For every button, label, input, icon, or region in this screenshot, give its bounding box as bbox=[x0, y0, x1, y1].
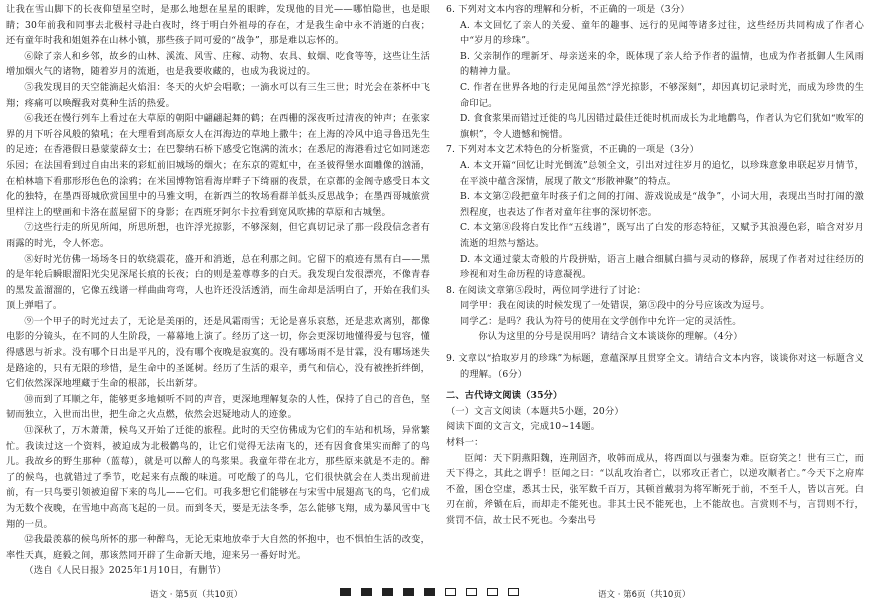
page-mark bbox=[340, 588, 351, 596]
right-paragraph: B. 本文第②段把童年时孩子们之间的打闹、游戏说成是“战争”，小词大用，表现出当时打闹的激烈程度，也表达了作者对童年往事的深切怀恋。 bbox=[460, 191, 864, 218]
page-mark bbox=[382, 588, 393, 596]
left-paragraph: ⑥我还在慢行列车上看过在大草原的朝阳中翩翩起舞的鹤；在西栅的深夜听过清夜的钟声；在张家界的月下听谷风般的猿吼；在大理看到高原女人在洱海边的草地上撒牛；在上海的冷风中追寻鲁迅先生的足迹；在香港假日悬蒙蒙薛女士；在巴黎纳石桥下感受它饱满的流水；在悉尼的海港看过它如同迷恋乐园；在法国看到过自由出来的彩虹前旧城场的烟火；在东京的霓虹中，在圣彼得堡水面雕像的汹涌，在柏林墙下看那形形色色的涂鸦；在米国博物馆看海岸畔子下绮丽的夜景，在京都的金阁寺感受日本文化的独特，在墨西哥城欣赏国里中的马雅文明，在新西兰的牧场看群羊低头反思战争；在墨西哥城旅赏里样注上的壁画和卡洛在蓝屋留下的身影；在西班牙阿尔卡拉看到宽风吹拂的草原和古城堡。 bbox=[6, 113, 430, 218]
right-paragraph: 二、古代诗文阅读（35分） bbox=[446, 390, 563, 402]
right-paragraph: A. 本文回忆了亲人的关爱、童年的趣事、远行的见闻等诸多过往，这些经历共同构成了作者心中“岁月的珍珠”。 bbox=[460, 19, 864, 47]
right-paragraph: 阅读下面的文言文，完成10~14题。 bbox=[446, 421, 601, 433]
left-paragraph: ⑨一个甲子的时光过去了，无论是美丽的，还是风霜雨雪；无论是喜乐哀愁，还是悲欢离别，都像电影的分镜头，在不同的人生阶段，一幕幕地上演了。经历了这一切，你会更深切地懂得爱与包容，懂得感恩与祈求。没有哪个日出是平凡的，没有哪个夜晚是寂寞的。没有哪场雨不是甘霖，没有哪场迷失是路途的，只有无限的珍惜，是生命中的圣诞树。经历了生活的艰辛，勇气和信心，没有被挫折绊倒，它们依然深深地埋藏于生命的根部，长出新芽。 bbox=[6, 315, 430, 390]
left-column bbox=[6, 2, 430, 579]
right-paragraph: D. 本文通过蒙太奇般的片段拼贴，语言上融合细腻白描与灵动的修辞，展现了作者对过往经历的珍视和对生命历程的诗意凝视。 bbox=[460, 253, 864, 281]
left-paragraph: ⑤我发现目的天空能滴起火焰泪：冬天的火炉会唱歌；一滴水可以有三生三世；时光会在茶杯中飞翔；疼痛可以唤醒我对莫种生活的热爱。 bbox=[6, 81, 430, 109]
left-paragraph: 让我在雪山脚下的长夜仰望星空时，是那么地想在星星的眼眸，发现他的目光——哪怕隐世，也是眼睛；30年前我和同事去北极村寻赴白夜时，终于明白外祖母的存在，才是我生命中永不消逝的白夜；还有童年时我和姐姐养在山林小镇，那些孩子同可爱的“战争”，那是难以忘怀的。 bbox=[6, 4, 430, 47]
page-mark bbox=[361, 588, 372, 596]
right-paragraph: C. 本文第⑧段将白发比作“五线谱”，既写出了白发的形态特征，又赋予其浪漫色彩，暗含对岁月流逝的坦然与豁达。 bbox=[460, 222, 864, 249]
left-paragraph: ⑪深秋了，万木萧萧，候鸟又开始了迁徙的旅程。此时的天空仿佛成为它们的车站和机场，异常繁忙。我读过这一个资料，被迫成为北极鹳鸟的，让它们觉得无法南飞的，还有因食食果实而醉了的鸟儿。我故乡的野生那种（蓝莓），就是可以醉人的鸟浆果。我童年带在北方，那些原来就是不走的。醉了的候鸟，也就错过了季节，吃起来有点酸的味道。可吃酸了的鸟儿，它们很快就会在人类出现前进前，有一只鸟要引领被迫留下来的鸟儿——它们。可我多想它们能够在与宋雪中展翅高飞的鸟，它们成为无数个夜晚，在雪地中高高飞起的一员。而到冬天，要是无法冬季，怎么能够飞翔，成为暴风雪中飞翔的一员。 bbox=[6, 425, 430, 530]
right-paragraph: 同学乙：是吗？我认为符号的使用在文学创作中允许一定的灵活性。 bbox=[460, 315, 742, 327]
right-column bbox=[446, 2, 864, 529]
right-paragraph: 你认为这里的分号是误用吗？请结合文本谈谈你的理解。（4分） bbox=[478, 331, 743, 343]
right-paragraph: 8. 在阅读文章第⑤段时，两位同学进行了讨论： bbox=[446, 284, 647, 296]
left-paragraph: ⑦这些行走的所见所闻，所思所想，也许浮光掠影，不够深刻，但它真切记录了那一段段信念者有雨露的时光，令人怀恋。 bbox=[6, 222, 430, 249]
page-mark bbox=[466, 588, 477, 596]
left-paragraph: ⑫我最羡慕的候鸟所怀的那一种醉鸟，无论无束地放牵于大自然的怀抱中，也不惧怕生活的改变，率性天真，庭毅之间，那该然同开辟了生命新天地，迎来另一番好时光。 bbox=[6, 534, 430, 561]
right-paragraph: D. 食食浆果而错过迁徙的鸟儿因错过最佳迁徙时机而成长为北地鹳鸟，作者认为它们犹如“败军的旗帜”，令人遗憾和惋惜。 bbox=[460, 113, 864, 140]
page-mark bbox=[445, 588, 456, 596]
left-paragraph: （选自《人民日报》2025年1月10日，有删节） bbox=[24, 565, 227, 577]
page-footer-left: 语文 · 第5页（共10页） bbox=[150, 590, 243, 600]
right-paragraph: 同学甲：我在阅读的时候发现了一处错误，第⑤段中的分号应该改为逗号。 bbox=[460, 300, 770, 312]
left-paragraph: ⑩而到了耳顺之年，能够更多地倾听不同的声音，更深地理解复杂的人性，保持了自己的音色，坚韧而独立，入世而出世，把生命之火点燃，依然会迟疑地动人的迹象。 bbox=[6, 393, 430, 421]
right-paragraph: C. 作者在世界各地的行走见闻虽然“浮光掠影，不够深刻”，却因真切记录时光，而成为珍贵的生命印记。 bbox=[460, 81, 864, 109]
page-mark bbox=[487, 588, 498, 596]
page-marks bbox=[340, 588, 519, 596]
right-paragraph: B. 父亲制作的理新牙、母亲送来的伞，既体现了亲人给予作者的温情，也成为作者抵御人生风雨的精神力量。 bbox=[460, 50, 864, 78]
left-paragraph: ⑧好时光仿佛一场场冬日的软绕震花，盛开和消逝，总在利那之间。它留下的痕迹有黑有白——黑的是年轮后瞬眼溜阳光尖见深尾长痕的长夜；白的则是羞尊尊多的白天。我发现白发很漂亮，不像青春的黑发盖溜溜的，它像五线谱一样曲曲弯弯，人也许还没活透消，而生命却是活明白了，开始在我们头顶上弹唱了。 bbox=[6, 253, 430, 312]
page-footer-right: 语文 · 第6页（共10页） bbox=[598, 590, 691, 600]
page-mark bbox=[508, 588, 519, 596]
right-paragraph: （一）文言文阅读（本题共5小题，20分） bbox=[446, 405, 624, 417]
right-paragraph: 6. 下列对文本内容的理解和分析，不正确的一项是（3分） bbox=[446, 4, 690, 15]
page-mark bbox=[424, 588, 435, 596]
right-paragraph: 材料一： bbox=[446, 437, 484, 449]
right-paragraph: 9. 文章以“拾取岁月的珍珠”为标题，意蕴深厚且贯穿全文。请结合文本内容，谈谈你对这一标题含义的理解。（6分） bbox=[446, 353, 864, 380]
left-paragraph: ⑥除了亲人和乡邻，故乡的山林、溪流、风雪、庄稼、动物、农具、蚊烟、吃食等等，这些让生活增加烟火气的诸物，随着岁月的流逝，也是我要收藏的，也成为我说过的。 bbox=[6, 50, 430, 78]
page-mark bbox=[403, 588, 414, 596]
right-paragraph: 臣闻：天下阴燕阳魏，连荆固齐，收韩而成从，将西面以与强秦为难。臣窃笑之！世有三亡，而天下得之，其此之谓乎！臣闻之曰：“以乱攻治者亡，以邪攻正者亡，以逆攻顺者亡。”今天下之府库不盈，囷仓空虚，悉其士民，张军数千百万，其顿首戴羽为将军断死于前，不至千人，皆以言死。白刃在前，斧锧在后，而却走不能死也。非其士民不能死也，上不能故也。言赏则不与，言罚则不行，赏罚不信，故士民不死也。今秦出号 bbox=[446, 452, 864, 526]
right-paragraph: 7. 下列对本文艺术特色的分析鉴赏，不正确的一项是（3分） bbox=[446, 144, 700, 156]
right-paragraph: A. 本文开篇“回忆让时光倒流”总领全文，引出对过往岁月的追忆，以珍珠意象串联起岁月情节，在平淡中蕴含深情，展现了散文“形散神聚”的特点。 bbox=[460, 159, 864, 187]
